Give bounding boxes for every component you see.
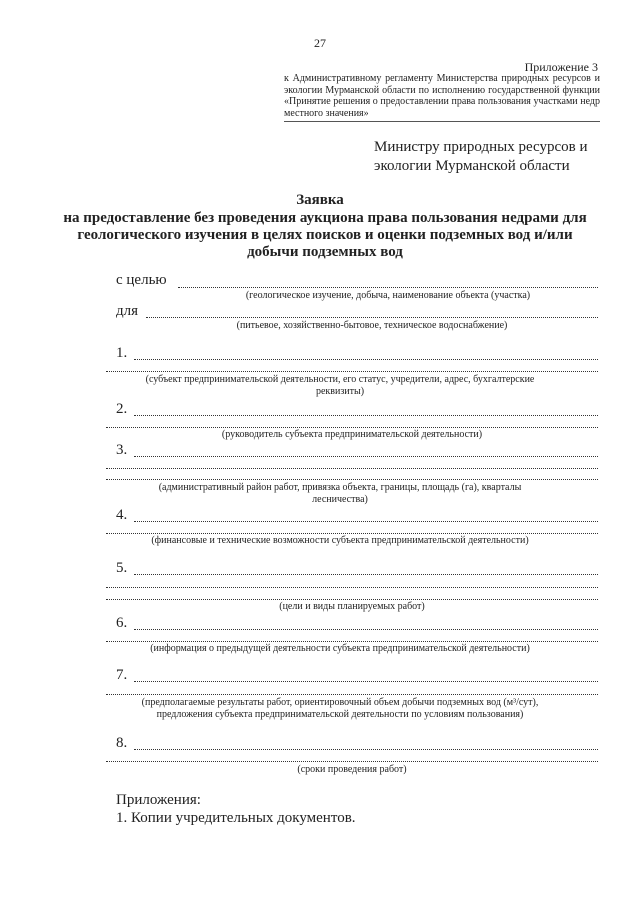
item-1-line[interactable] <box>134 359 598 360</box>
item-8-number: 8. <box>116 735 128 751</box>
item-6-line[interactable] <box>134 629 598 630</box>
purpose-label: с целью <box>116 272 167 288</box>
item-3-number: 3. <box>116 442 128 458</box>
purpose-line[interactable] <box>178 287 598 288</box>
item-8-line[interactable] <box>134 749 598 750</box>
item-3-line-2[interactable] <box>106 468 598 469</box>
item-7-number: 7. <box>116 667 128 683</box>
item-4-number: 4. <box>116 507 128 523</box>
item-3-caption: (административный район работ, привязка объекта, границы, площадь (га), кварталы лесничества) <box>158 482 522 505</box>
item-5-caption: (цели и виды планируемых работ) <box>279 601 425 612</box>
item-1-caption: (субъект предпринимательской деятельности, его статус, учредители, адрес, бухгалтерские реквизиты) <box>145 374 535 397</box>
item-2-number: 2. <box>116 401 128 417</box>
item-4-line[interactable] <box>134 521 598 522</box>
purpose-caption: (геологическое изучение, добыча, наименование объекта (участка) <box>245 290 531 301</box>
item-7-line[interactable] <box>134 681 598 682</box>
item-5-line-2[interactable] <box>106 587 598 588</box>
attachment-item-1: 1. Копии учредительных документов. <box>116 810 356 826</box>
item-6-number: 6. <box>116 615 128 631</box>
document-subtitle: на предоставление без проведения аукциона права пользования недрами для геологического изучения в целях поисков и оценки подземных вод и/или добычи подземных вод <box>63 210 587 260</box>
item-3-line-3[interactable] <box>106 479 598 480</box>
appendix-underline <box>284 121 600 122</box>
item-7-line-2[interactable] <box>106 694 598 695</box>
item-2-caption: (руководитель субъекта предпринимательской деятельности) <box>221 429 483 440</box>
attachments-title: Приложения: <box>116 792 201 808</box>
item-1-line-2[interactable] <box>106 371 598 372</box>
for-caption: (питьевое, хозяйственно-бытовое, техническое водоснабжение) <box>236 320 508 331</box>
for-label: для <box>116 303 139 319</box>
appendix-title: Приложение 3 <box>524 60 598 74</box>
page-number: 27 <box>314 36 326 50</box>
item-4-caption: (финансовые и технические возможности субъекта предпринимательской деятельности) <box>151 535 529 546</box>
item-5-number: 5. <box>116 560 128 576</box>
document-title: Заявка <box>296 192 344 208</box>
recipient: Министру природных ресурсов и экологии Мурманской области <box>374 139 588 174</box>
item-3-line[interactable] <box>134 456 598 457</box>
item-2-line[interactable] <box>134 415 598 416</box>
item-8-caption: (сроки проведения работ) <box>297 764 407 775</box>
item-1-number: 1. <box>116 345 128 361</box>
item-2-line-2[interactable] <box>106 427 598 428</box>
appendix-note: к Административному регламенту Министерства природных ресурсов и экологии Мурманской области по исполнению государственной функции «Принятие решения о предоставлении права пользования участками недр местного значения» <box>284 73 600 119</box>
item-5-line-3[interactable] <box>106 599 598 600</box>
for-line[interactable] <box>146 317 598 318</box>
item-6-line-2[interactable] <box>106 641 598 642</box>
item-5-line[interactable] <box>134 574 598 575</box>
item-8-line-2[interactable] <box>106 761 598 762</box>
item-6-caption: (информация о предыдущей деятельности субъекта предпринимательской деятельности) <box>150 643 530 654</box>
item-4-line-2[interactable] <box>106 533 598 534</box>
item-7-caption: (предполагаемые результаты работ, ориентировочный объем добычи подземных вод (м³/сут), предложения субъекта предпринимательской деятельности по условиям пользования) <box>141 697 539 720</box>
